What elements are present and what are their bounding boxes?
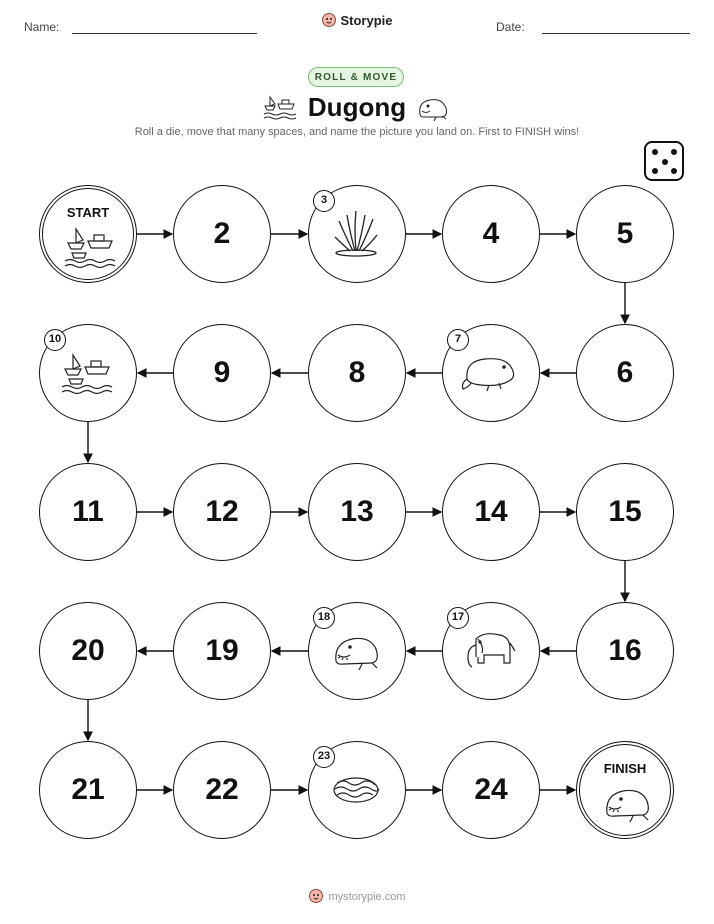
start-space xyxy=(39,185,137,283)
instructions: Roll a die, move that many spaces, and name the picture you land on. First to FINISH wins! xyxy=(134,126,580,138)
board-space-21 xyxy=(39,741,137,839)
space-number: 5 xyxy=(616,217,634,250)
space-number: 24 xyxy=(474,773,508,806)
footer-url[interactable]: mystorypie.com xyxy=(328,891,406,903)
board-space-3 xyxy=(308,185,406,283)
board-space-20 xyxy=(39,602,137,700)
space-number: 11 xyxy=(72,495,104,528)
space-number: 21 xyxy=(71,773,105,806)
footer xyxy=(0,888,714,904)
space-label: FINISH xyxy=(603,761,647,776)
roll-and-move-badge: ROLL & MOVE xyxy=(308,67,404,87)
space-number-badge: 10 xyxy=(44,329,66,351)
name-label: Name: xyxy=(24,20,60,34)
manatee-icon xyxy=(459,349,521,400)
board-space-7 xyxy=(442,324,540,422)
dugong-icon xyxy=(599,779,655,830)
storypie-logo-icon xyxy=(308,888,324,904)
board-space-5 xyxy=(576,185,674,283)
board-space-8 xyxy=(308,324,406,422)
space-number-badge: 3 xyxy=(313,190,335,212)
space-number-badge: 18 xyxy=(313,607,335,629)
dugong-icon xyxy=(328,627,384,678)
space-number: 19 xyxy=(205,634,239,667)
board-space-23 xyxy=(308,741,406,839)
space-number: 6 xyxy=(616,356,634,389)
space-number: 13 xyxy=(340,495,374,528)
board-space-11 xyxy=(39,463,137,561)
space-number-badge: 7 xyxy=(447,329,469,351)
space-number: 9 xyxy=(213,356,231,389)
elephant-icon xyxy=(462,627,518,678)
board-space-17 xyxy=(442,602,540,700)
board-space-14 xyxy=(442,463,540,561)
board-space-4 xyxy=(442,185,540,283)
brand-name: Storypie xyxy=(340,13,393,28)
page-title: Dugong xyxy=(307,92,407,122)
space-number: 20 xyxy=(71,634,105,667)
space-number: 15 xyxy=(608,495,642,528)
board-space-9 xyxy=(173,324,271,422)
space-label: START xyxy=(66,205,110,220)
space-number: 16 xyxy=(608,634,642,667)
board-space-19 xyxy=(173,602,271,700)
seagrass-icon xyxy=(331,207,381,264)
board-space-2 xyxy=(173,185,271,283)
space-number-badge: 23 xyxy=(313,746,335,768)
space-number-badge: 17 xyxy=(447,607,469,629)
space-number: 2 xyxy=(213,217,231,250)
water-icon xyxy=(331,771,381,812)
space-number: 14 xyxy=(474,495,508,528)
board-space-24 xyxy=(442,741,540,839)
board-space-13 xyxy=(308,463,406,561)
finish-space xyxy=(576,741,674,839)
board-space-18 xyxy=(308,602,406,700)
space-number: 8 xyxy=(348,356,366,389)
space-number: 12 xyxy=(205,495,239,528)
board-space-16 xyxy=(576,602,674,700)
date-label: Date: xyxy=(496,20,525,34)
board-space-12 xyxy=(173,463,271,561)
board-space-15 xyxy=(576,463,674,561)
boats-icon xyxy=(62,223,118,274)
board-space-6 xyxy=(576,324,674,422)
board-space-10 xyxy=(39,324,137,422)
board-space-22 xyxy=(173,741,271,839)
space-number: 22 xyxy=(205,773,239,806)
boats-icon xyxy=(59,349,115,400)
space-number: 4 xyxy=(482,217,500,250)
